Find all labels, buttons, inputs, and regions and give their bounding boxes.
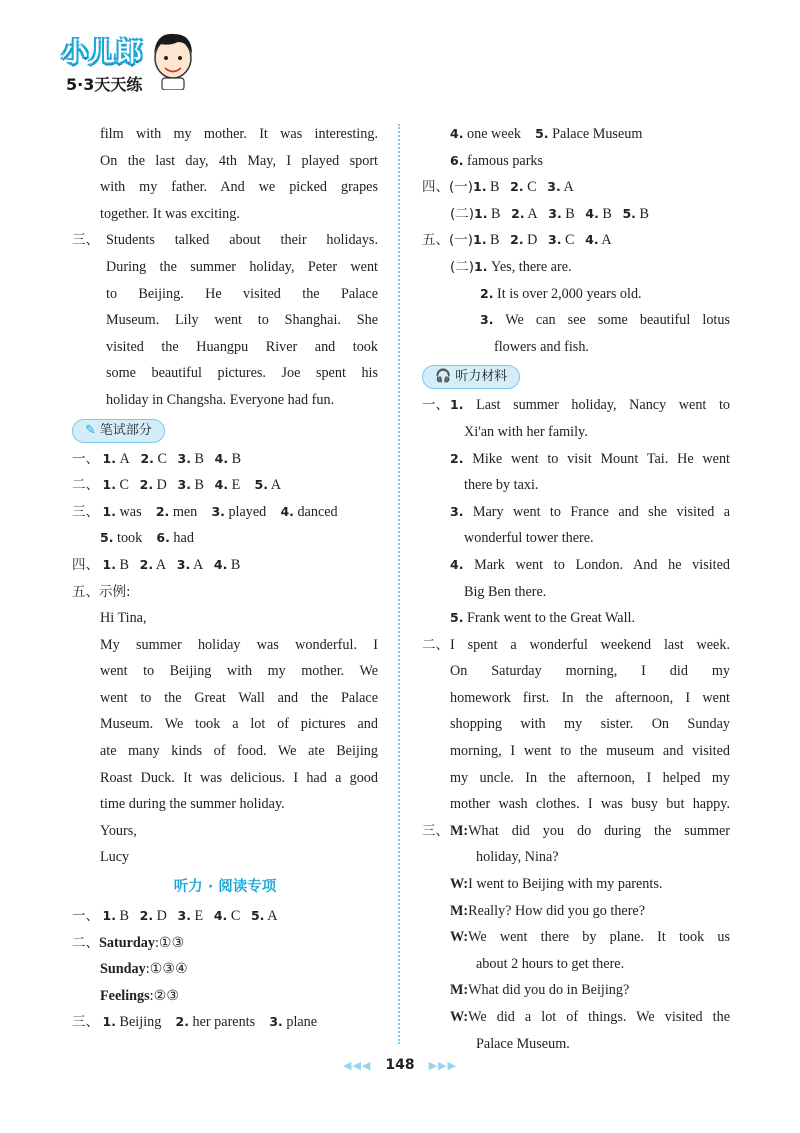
text-line: visited the Huangpu River and took: [106, 338, 378, 355]
transcript-line: homework first. In the afternoon, I went: [450, 689, 730, 706]
dialogue-line: W:I went to Beijing with my parents.: [450, 876, 663, 893]
section-label: 一、: [422, 397, 449, 414]
transcript-line: 4. Mark went to London. And he visited: [450, 556, 730, 573]
headphones-icon: 🎧: [435, 369, 452, 385]
text-line: My summer holiday was wonderful. I: [100, 636, 378, 653]
written-section-pill: ✎ 笔试部分: [72, 419, 165, 443]
section-label: 二、: [422, 636, 449, 653]
transcript-line: 2. Mike went to visit Mount Tai. He went: [450, 450, 730, 467]
answer-row: 4. one week 5. Palace Museum: [450, 126, 643, 142]
section-label: 三、: [72, 232, 99, 249]
text-line: Students talked about their holidays.: [106, 232, 378, 249]
text-line: some beautiful pictures. Joe spent his: [106, 365, 378, 382]
answer-row: 二、 1. C 2. D 3. B 4. E 5. A: [72, 477, 281, 494]
transcript-line: Xi'an with her family.: [464, 423, 588, 440]
answer-row: 四、 1. B 2. A 3. A 4. B: [72, 556, 241, 573]
dialogue-line: M:What did you do during the summer: [450, 822, 730, 839]
page-number: 148: [385, 1057, 415, 1073]
answer-row: (二)1. Yes, there are.: [450, 258, 572, 275]
transcript-line: shopping with my sister. On Sunday: [450, 716, 730, 733]
dialogue-line: holiday, Nina?: [476, 849, 559, 866]
answer-row: Feelings:②③: [100, 987, 180, 1004]
answer-row: 三、 1. Beijing 2. her parents 3. plane: [72, 1014, 318, 1031]
left-arrows-icon: ◀◀◀: [342, 1059, 372, 1072]
answer-row: 3. We can see some beautiful lotus: [480, 312, 730, 329]
dialogue-line: W:We went there by plane. It took us: [450, 929, 730, 946]
answer-row: 一、 1. B 2. D 3. E 4. C 5. A: [72, 908, 278, 925]
right-column: [422, 121, 730, 1057]
section-label: 三、: [422, 822, 449, 839]
answer-row: 五、示例:: [72, 583, 131, 600]
letter-closing: Yours,: [100, 822, 137, 839]
text-line: holiday in Changsha. Everyone had fun.: [106, 391, 335, 408]
text-line: together. It was exciting.: [100, 205, 240, 222]
transcript-line: there by taxi.: [464, 477, 539, 494]
answer-row: 5. took 6. had: [100, 530, 194, 547]
listening-reading-title: 听力 · 阅读专项: [173, 879, 277, 896]
dialogue-line: W:We did a lot of things. We visited the: [450, 1009, 730, 1025]
letter-signature: Lucy: [100, 849, 130, 866]
transcript-line: my uncle. In the afternoon, I helped my: [450, 769, 730, 786]
letter-greeting: Hi Tina,: [100, 610, 147, 627]
transcript-line: On Saturday morning, I did my: [450, 663, 730, 680]
text-line: Museum. Lily went to Shanghai. She: [106, 312, 378, 329]
text-line: On the last day, 4th May, I played sport: [100, 152, 378, 169]
text-line: ate many kinds of food. We ate Beijing: [100, 743, 378, 760]
cartoon-boy-icon: [148, 28, 198, 90]
text-line: film with my mother. It was interesting.: [100, 126, 378, 142]
text-line: During the summer holiday, Peter went: [106, 258, 378, 275]
transcript-line: Big Ben there.: [464, 583, 547, 600]
text-line: Museum. We took a lot of pictures and: [100, 716, 378, 733]
page-footer: [0, 1057, 800, 1073]
answer-row: 一、 1. A 2. C 3. B 4. B: [72, 450, 242, 467]
dialogue-line: about 2 hours to get there.: [476, 955, 625, 972]
right-arrows-icon: ▶▶▶: [428, 1059, 457, 1072]
column-divider: [398, 124, 400, 1044]
answer-row: 二、Saturday:①③: [72, 934, 185, 951]
text-line: Roast Duck. It was delicious. I had a good: [100, 769, 378, 786]
dialogue-line: M:What did you do in Beijing?: [450, 982, 630, 999]
answer-row: 6. famous parks: [450, 152, 544, 169]
answer-row: 五、(一)1. B 2. D 3. C 4. A: [422, 232, 612, 249]
transcript-line: wonderful tower there.: [464, 530, 594, 547]
text-line: flowers and fish.: [494, 338, 589, 355]
text-line: went to Beijing with my mother. We: [100, 663, 378, 680]
text-line: with my father. And we picked grapes: [100, 179, 378, 196]
transcript-line: 1. Last summer holiday, Nancy went to: [450, 397, 730, 414]
answer-row: 三、 1. was 2. men 3. played 4. danced: [72, 503, 338, 520]
answer-row: 2. It is over 2,000 years old.: [480, 285, 642, 302]
answer-row: (二)1. B 2. A 3. B 4. B 5. B: [450, 205, 649, 222]
text-line: went to the Great Wall and the Palace: [100, 689, 378, 706]
brand-series: 5·3天天练: [66, 75, 143, 94]
transcript-line: I spent a wonderful weekend last week.: [450, 636, 730, 653]
dialogue-line: Palace Museum.: [476, 1035, 570, 1052]
transcript-line: morning, I went to the museum and visited: [450, 743, 730, 760]
answer-row: Sunday:①③④: [100, 961, 188, 978]
answer-row: 四、(一)1. B 2. C 3. A: [422, 179, 574, 196]
sample-letter: [72, 605, 378, 871]
transcript-line: 5. Frank went to the Great Wall.: [450, 610, 636, 627]
text-line: time during the summer holiday.: [100, 796, 285, 813]
dialogue-line: M:Really? How did you go there?: [450, 902, 646, 919]
text-line: to Beijing. He visited the Palace: [106, 285, 378, 302]
brand-logo: [62, 28, 202, 98]
left-column: [72, 121, 378, 1036]
brand-title: 小儿郎: [62, 38, 144, 68]
transcript-line: mother wash clothes. I was busy but happy.: [450, 796, 730, 813]
transcript-line: 3. Mary went to France and she visited a: [450, 503, 730, 520]
listening-material-pill: 🎧 听力材料: [422, 365, 520, 389]
